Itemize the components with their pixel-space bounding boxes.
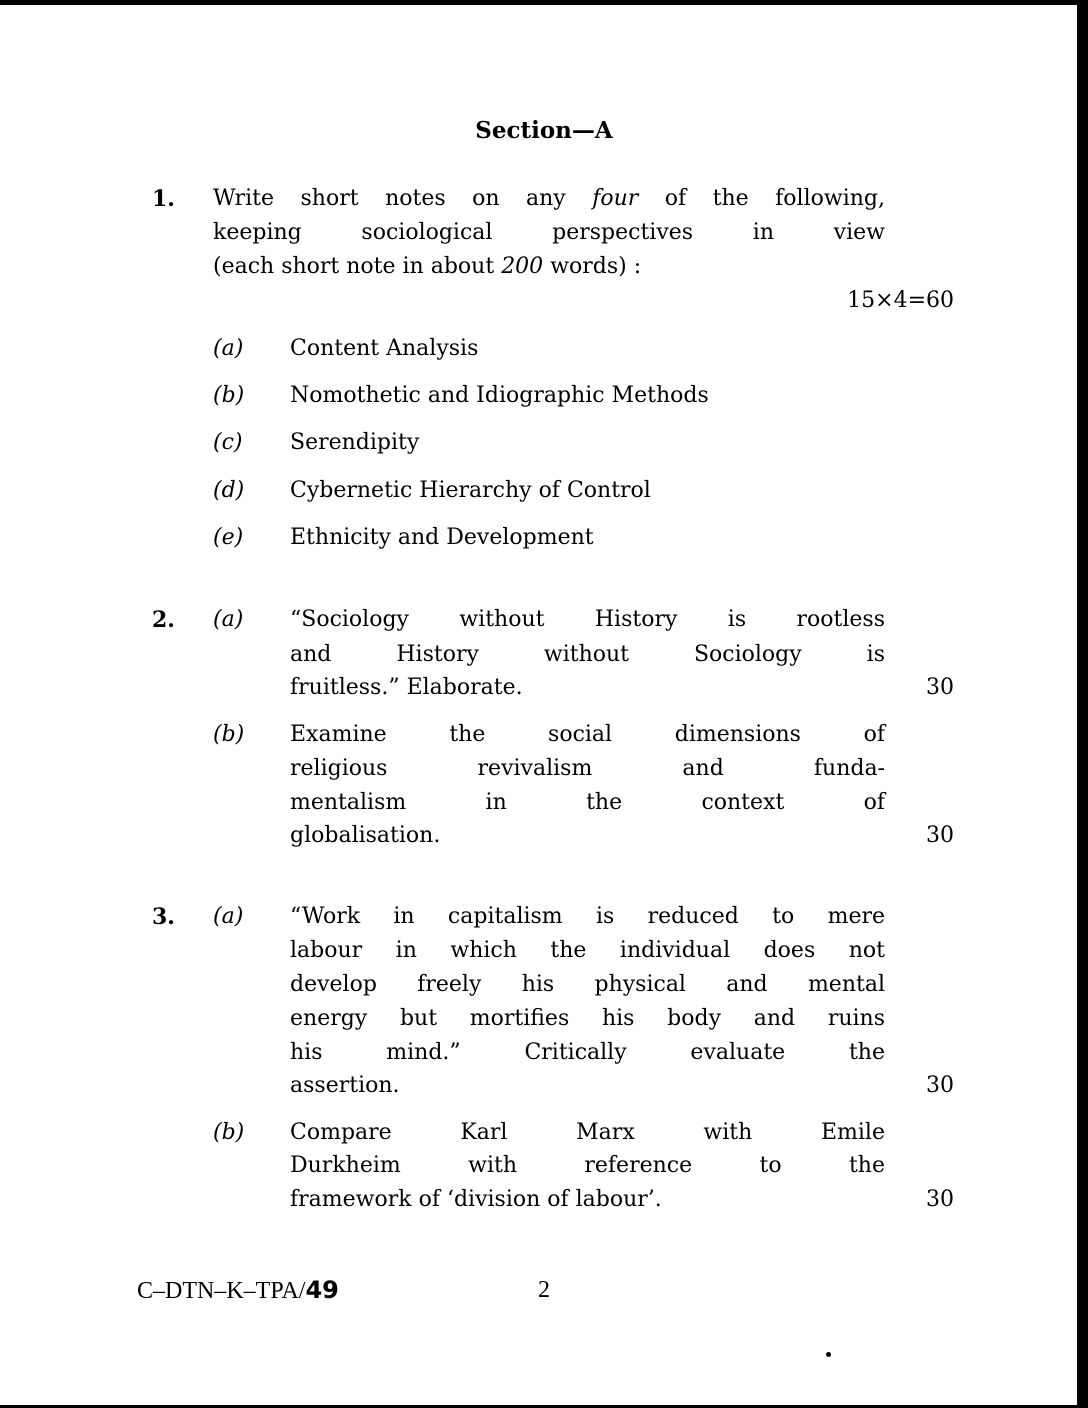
item-letter: (c) bbox=[213, 430, 243, 455]
question-marks: 15×4=60 bbox=[847, 288, 954, 313]
item-text: Ethnicity and Development bbox=[290, 525, 594, 550]
item-letter: (b) bbox=[213, 1120, 245, 1145]
page-border-top bbox=[0, 0, 1088, 5]
question-text-line: Compare Karl Marx with Emile bbox=[290, 1120, 885, 1145]
item-text: Cybernetic Hierarchy of Control bbox=[290, 478, 651, 503]
item-letter: (b) bbox=[213, 383, 245, 408]
question-text-line: and History without Sociology is bbox=[290, 642, 885, 667]
item-text: Serendipity bbox=[290, 430, 420, 455]
question-text-line: his mind.” Critically evaluate the bbox=[290, 1040, 885, 1065]
question-marks: 30 bbox=[926, 823, 954, 848]
question-text-line: mentalism in the context of bbox=[290, 790, 885, 815]
item-letter: (a) bbox=[213, 904, 244, 929]
question-text-line: framework of ‘division of labour’. bbox=[290, 1187, 662, 1212]
question-text-line: assertion. bbox=[290, 1073, 400, 1098]
question-text-line: “Sociology without History is rootless bbox=[290, 607, 885, 632]
item-letter: (a) bbox=[213, 607, 244, 632]
question-text-line: Durkheim with reference to the bbox=[290, 1153, 885, 1178]
item-letter: (a) bbox=[213, 336, 244, 361]
question-text-line: develop freely his physical and mental bbox=[290, 972, 885, 997]
question-number: 3. bbox=[152, 904, 175, 930]
question-text-line: Examine the social dimensions of bbox=[290, 722, 885, 747]
item-text: Content Analysis bbox=[290, 336, 479, 361]
page-border-right bbox=[1077, 0, 1088, 1408]
question-text-line: (each short note in about 200 words) : bbox=[213, 254, 642, 279]
question-text-line: religious revivalism and funda- bbox=[290, 756, 885, 781]
paper-code: C–DTN–K–TPA/49 bbox=[137, 1276, 339, 1304]
question-marks: 30 bbox=[926, 1073, 954, 1098]
item-letter: (b) bbox=[213, 722, 245, 747]
scan-speck bbox=[826, 1352, 831, 1357]
question-text-line: Write short notes on any four of the following, bbox=[213, 186, 885, 211]
question-text-line: “Work in capitalism is reduced to mere bbox=[290, 904, 885, 929]
question-number: 2. bbox=[152, 607, 175, 633]
question-number: 1. bbox=[152, 186, 175, 212]
item-text: Nomothetic and Idiographic Methods bbox=[290, 383, 709, 408]
question-marks: 30 bbox=[926, 1187, 954, 1212]
question-text-line: globalisation. bbox=[290, 823, 441, 848]
section-heading: Section—A bbox=[475, 117, 613, 144]
question-text-line: energy but mortifies his body and ruins bbox=[290, 1006, 885, 1031]
question-text-line: labour in which the individual does not bbox=[290, 938, 885, 963]
question-marks: 30 bbox=[926, 675, 954, 700]
page-number: 2 bbox=[538, 1277, 550, 1303]
item-letter: (d) bbox=[213, 478, 245, 503]
question-text-line: fruitless.” Elaborate. bbox=[290, 675, 523, 700]
item-letter: (e) bbox=[213, 525, 244, 550]
question-text-line: keeping sociological perspectives in view bbox=[213, 220, 885, 245]
